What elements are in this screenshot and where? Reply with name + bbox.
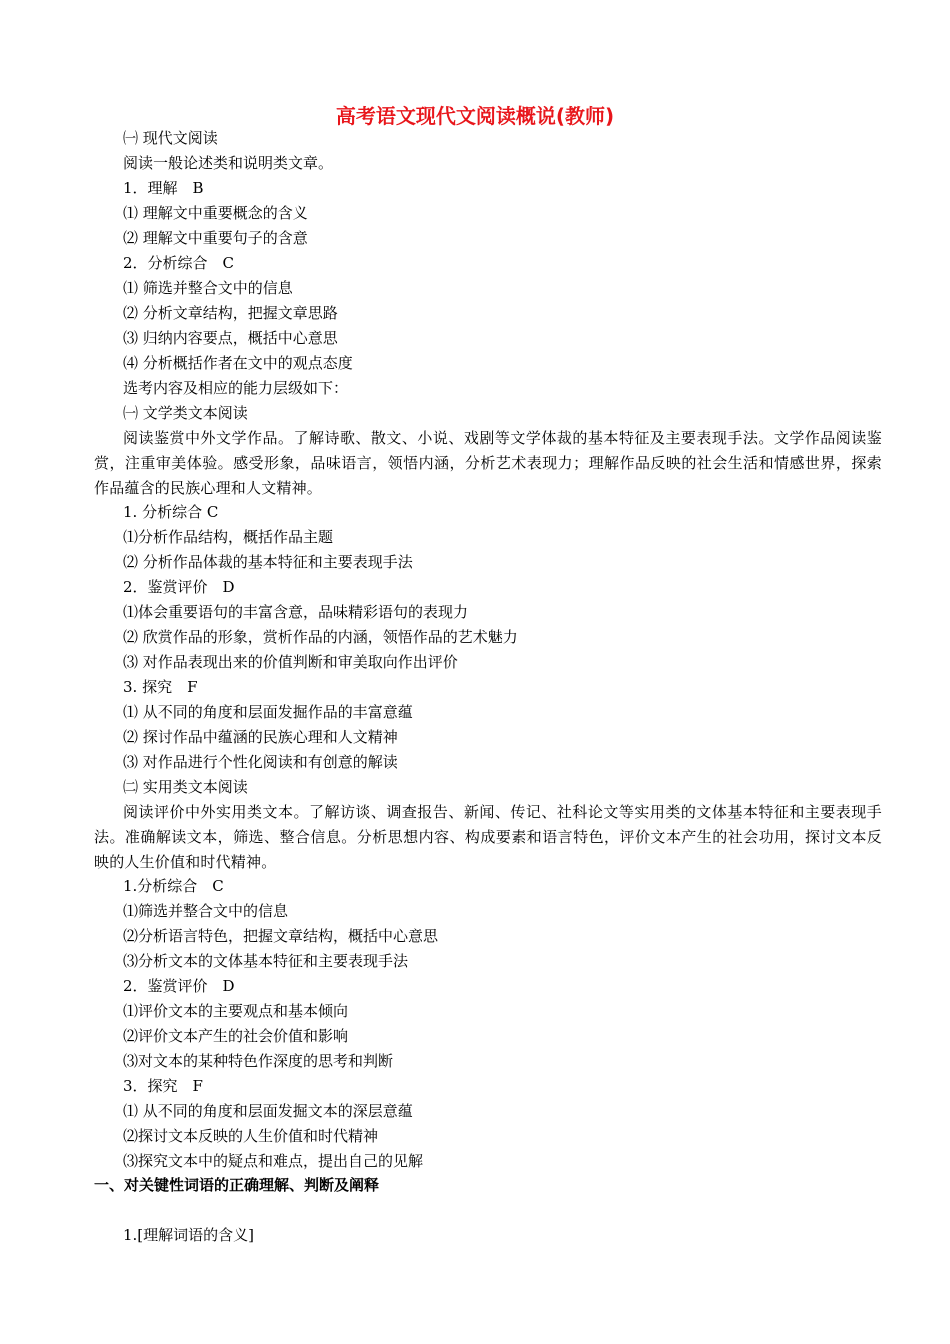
text-line: 1．理解 B (123, 179, 204, 197)
text-line: 1. 分析综合 C (123, 503, 219, 521)
text-line: ⑷ 分析概括作者在文中的观点态度 (123, 354, 353, 372)
text-line: ⑵探讨文本反映的人生价值和时代精神 (123, 1127, 379, 1145)
text-line: ⑴ 理解文中重要概念的含义 (123, 204, 308, 222)
text-line: 3. 探究 F (123, 678, 198, 696)
text-line: ㈠ 现代文阅读 (123, 129, 218, 147)
text-line: 选考内容及相应的能力层级如下： (123, 379, 349, 397)
text-line: ⑶探究文本中的疑点和难点，提出自己的见解 (123, 1152, 424, 1170)
text-line: ⑵ 理解文中重要句子的含意 (123, 229, 308, 247)
text-line: 2．分析综合 C (123, 254, 235, 272)
text-line: ⑶ 归纳内容要点，概括中心意思 (123, 329, 338, 347)
text-line: ⑶ 对作品表现出来的价值判断和审美取向作出评价 (123, 653, 458, 671)
text-line: 3．探究 F (123, 1077, 203, 1095)
text-line: ⑵ 欣赏作品的形象，赏析作品的内涵，领悟作品的艺术魅力 (123, 628, 518, 646)
document-title: 高考语文现代文阅读概说(教师) (335, 104, 615, 128)
text-line: ⑵分析语言特色，把握文章结构，概括中心意思 (123, 927, 439, 945)
text-line: ㈠ 文学类文本阅读 (123, 404, 248, 422)
text-line: ⑴ 从不同的角度和层面发掘作品的丰富意蕴 (123, 703, 413, 721)
text-line: ⑵评价文本产生的社会价值和影响 (123, 1027, 349, 1045)
text-line: 2．鉴赏评价 D (123, 977, 235, 995)
text-line: ⑴分析作品结构，概括作品主题 (123, 528, 334, 546)
text-line: ⑶分析文本的文体基本特征和主要表现手法 (123, 952, 409, 970)
text-line: ⑶对文本的某种特色作深度的思考和判断 (123, 1052, 394, 1070)
text-line: 阅读一般论述类和说明类文章。 (123, 154, 334, 172)
text-line: ㈡ 实用类文本阅读 (123, 778, 248, 796)
paragraph-literature: 阅读鉴赏中外文学作品。了解诗歌、散文、小说、戏剧等文学体裁的基本特征及主要表现手法。文学作品阅读鉴赏，注重审美体验。感受形象，品味语言，领悟内涵，分析艺术表现力；理解作品反映的社会生活和情感世界，探索作品蕴含的民族心理和人文精神。 (94, 429, 882, 497)
text-line: ⑵ 分析作品体裁的基本特征和主要表现手法 (123, 553, 413, 571)
text-line: ⑵ 分析文章结构，把握文章思路 (123, 304, 338, 322)
text-line: 1.分析综合 C (123, 877, 224, 895)
sub-heading: 1.[理解词语的含义] (123, 1226, 255, 1244)
section-heading: 一、对关键性词语的正确理解、判断及阐释 (94, 1176, 380, 1194)
text-line: ⑵ 探讨作品中蕴涵的民族心理和人文精神 (123, 728, 398, 746)
text-line: ⑴评价文本的主要观点和基本倾向 (123, 1002, 349, 1020)
text-line: ⑴筛选并整合文中的信息 (123, 902, 289, 920)
text-line: ⑶ 对作品进行个性化阅读和有创意的解读 (123, 753, 398, 771)
text-line: ⑴体会重要语句的丰富含意，品味精彩语句的表现力 (123, 603, 469, 621)
text-line: ⑴ 筛选并整合文中的信息 (123, 279, 293, 297)
text-line: ⑴ 从不同的角度和层面发掘文本的深层意蕴 (123, 1102, 413, 1120)
text-line: 2．鉴赏评价 D (123, 578, 235, 596)
paragraph-practical: 阅读评价中外实用类文本。了解访谈、调查报告、新闻、传记、社科论文等实用类的文体基本特征和主要表现手法。准确解读文本，筛选、整合信息。分析思想内容、构成要素和语言特色，评价文本产生的社会功用，探讨文本反映的人生价值和时代精神。 (94, 803, 882, 871)
